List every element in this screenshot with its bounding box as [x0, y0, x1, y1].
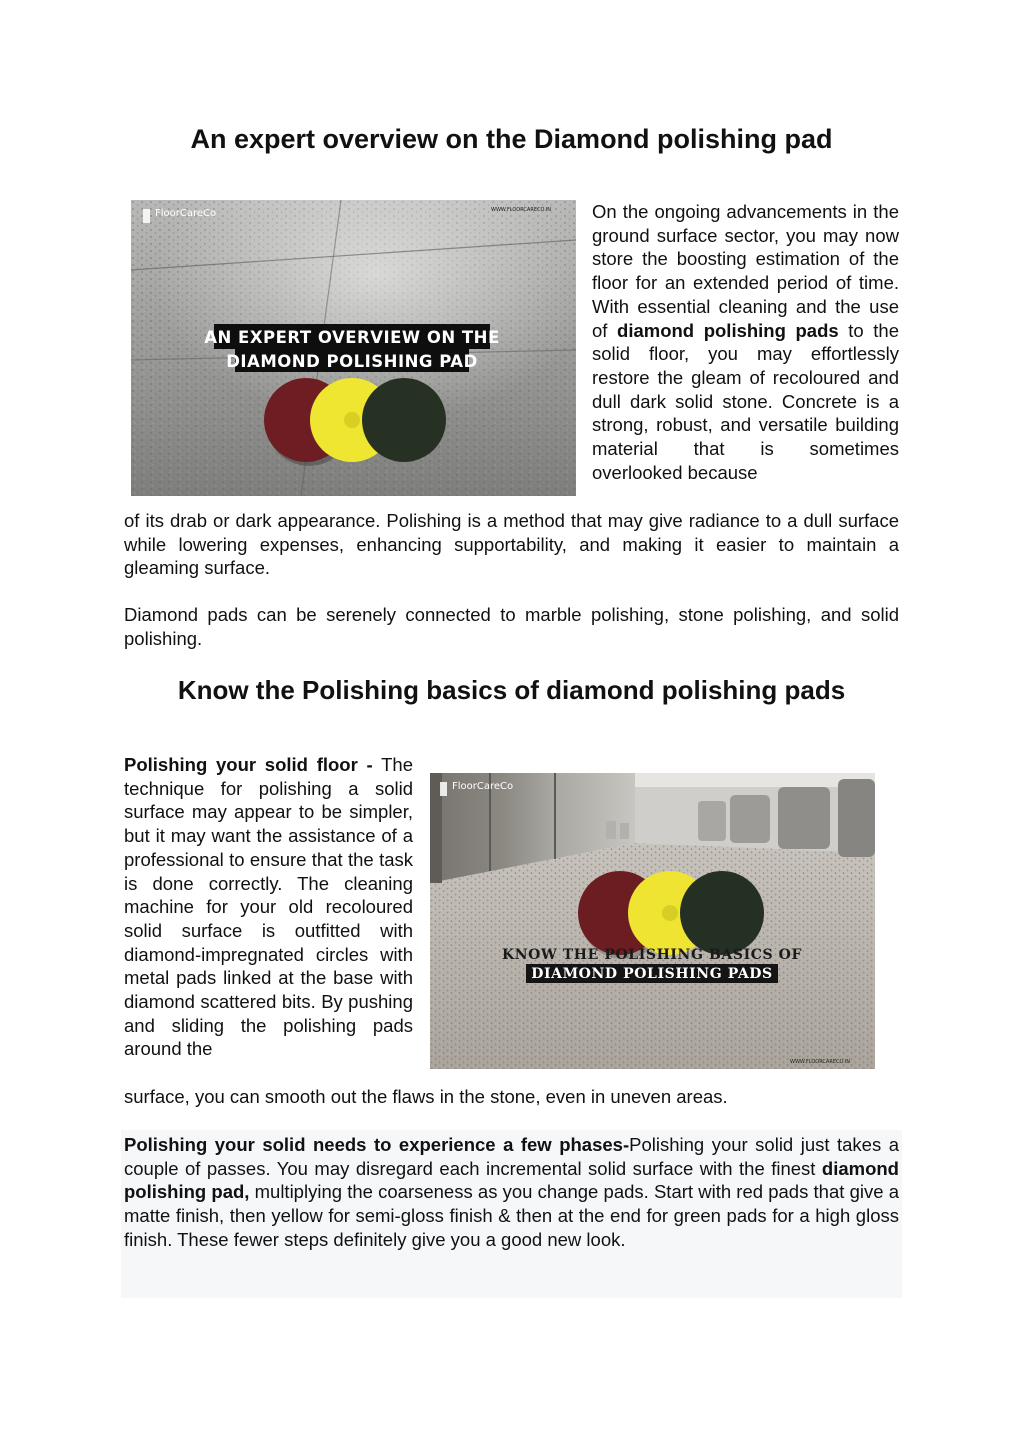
- intro-bold-keyword: diamond polishing pads: [617, 319, 839, 341]
- green-pad: [362, 378, 446, 462]
- floor-photo-1: [131, 200, 576, 496]
- image-1-caption-line-1: AN EXPERT OVERVIEW ON THE: [204, 328, 500, 347]
- intro-text-rest: to the solid floor, you may effortlessly restore the gleam of recoloured and dull dark solid stone. Concrete is a strong, robust, and versatile building material that is sometimes overlooked because: [592, 319, 900, 483]
- paragraph-intro-continuation: of its drab or dark appearance. Polishing is a method that may give radiance to a dull surface while lowering expenses, enhancing supportability, and making it easier to maintain a gleaming surface.: [124, 510, 899, 579]
- phases-text-b: multiplying the coarseness as you change pads. Start with red pads that give a matte finish, then yellow for semi-gloss finish & then at the end for green pads for a high gloss finish. These fewer steps definitely give you a good new look.: [124, 1181, 899, 1250]
- paragraph-phases: [124, 1133, 899, 1252]
- paragraph-intro: [592, 200, 899, 484]
- paragraph-polishing-floor: [124, 753, 413, 1061]
- intro-text: On the ongoing advancements in the ground surface sector, you may now store the boosting estimation of the floor for an extended period of time. With essential cleaning and the use of: [592, 201, 899, 341]
- image-2-caption-line-1: KNOW THE POLISHING BASICS OF: [502, 947, 802, 963]
- image-1-caption-line-2: DIAMOND POLISHING PAD: [226, 352, 478, 371]
- phases-bold-keyword: diamond polishing pad,: [124, 1157, 899, 1203]
- floor-photo-2: [430, 773, 875, 1069]
- image-2-caption-line-2: DIAMOND POLISHING PADS: [531, 966, 773, 982]
- url-text-2: WWW.FLOORCARECO.IN: [790, 1059, 850, 1065]
- logo-text-2: FloorCareCo: [452, 781, 514, 792]
- logo-text-1: FloorCareCo: [155, 208, 217, 219]
- phases-heading: Polishing your solid needs to experience a few phases-: [124, 1134, 630, 1155]
- image-polishing-basics: [430, 773, 875, 1069]
- heading-expert-overview: An expert overview on the Diamond polishing pad: [190, 124, 833, 154]
- polishing-floor-body: The technique for polishing a solid surface may appear to be simpler, but it may want the assistance of a professional to ensure that the task is done correctly. The cleaning machine for your old recoloured solid surface is outfitted with diamond-impregnated circles with metal pads linked at the base with diamond scattered bits. By pushing and sliding the polishing pads around the: [124, 754, 413, 1060]
- paragraph-diamond-pads: Diamond pads can be serenely connected to marble polishing, stone polishing, and solid polishing.: [124, 604, 899, 649]
- heading-polishing-basics: Know the Polishing basics of diamond polishing pads: [177, 675, 846, 705]
- polishing-floor-heading: Polishing your solid floor -: [124, 754, 373, 775]
- green-pad: [680, 871, 764, 955]
- url-text-1: WWW.FLOORCARECO.IN: [491, 207, 551, 213]
- paragraph-polishing-floor-continuation: surface, you can smooth out the flaws in the stone, even in uneven areas.: [124, 1086, 728, 1107]
- phases-text-a: Polishing your solid just takes a couple of passes. You may disregard each incremental solid surface with the finest: [124, 1134, 900, 1179]
- image-expert-overview: [131, 200, 576, 496]
